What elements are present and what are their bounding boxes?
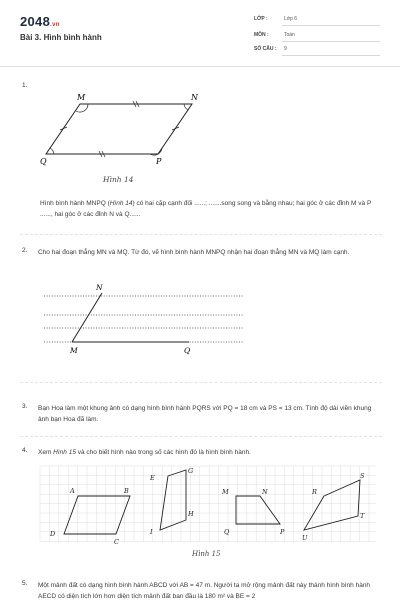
label-m: M <box>222 488 229 496</box>
angle-arc-q <box>50 148 54 154</box>
question-1-number: 1. <box>22 82 28 89</box>
label-t: T <box>360 512 365 520</box>
label-c: C <box>114 538 119 546</box>
meta-subject-label: MÔN : <box>254 32 269 38</box>
shape-mnpq <box>236 496 280 524</box>
site-logo[interactable] <box>20 14 60 29</box>
question-1-text-a: Hình bình hành MNPQ ( <box>40 200 110 207</box>
worksheet-header <box>0 0 400 68</box>
question-4-figure-ref: Hình 15 <box>53 449 76 456</box>
label-i: I <box>150 528 153 536</box>
figure-15-grid <box>40 466 376 562</box>
question-separator <box>20 234 382 235</box>
label-p: P <box>280 528 285 536</box>
meta-class-underline <box>282 25 380 26</box>
figure-q2-segments <box>44 280 244 360</box>
label-s: S <box>360 472 365 480</box>
point-n-label: N <box>96 283 103 292</box>
meta-class-label: LỚP : <box>254 16 268 22</box>
question-2-text: Cho hai đoạn thẳng MN và MQ. Từ đó, vẽ hình bình hành MNPQ nhận hai đoạn thẳng MN và MQ làm cạnh. <box>38 249 350 256</box>
question-1-text-b: ) có hai cặp cạnh đối ......; .......song song và bằng nhau; hai góc ở các đỉnh M và P ......, hai góc ở các đỉnh N và Q...... <box>40 200 372 218</box>
question-separator <box>20 436 382 437</box>
square-grid <box>40 466 376 542</box>
label-n: N <box>262 488 268 496</box>
vertex-q-label: Q <box>40 157 47 166</box>
meta-count-row <box>254 44 380 56</box>
label-h: H <box>188 510 194 518</box>
point-q-label: Q <box>184 346 191 355</box>
shape-abcd <box>64 496 130 534</box>
parallelogram-mnpq <box>46 104 192 154</box>
label-r: R <box>312 488 317 496</box>
segment-mn <box>72 293 102 342</box>
meta-class-value: Lớp 6 <box>284 16 298 22</box>
question-5-text: Một mảnh đất có dạng hình bình hành ABCD với AB = 47 m. Người ta mở rộng mảnh đất này thành hình bình hành AECD có diện tích lớn hơn diện tích mảnh đất ban đầu là 180 m² và BE = 2 <box>38 582 371 600</box>
label-u: U <box>302 534 308 542</box>
label-q: Q <box>224 528 230 536</box>
label-e: E <box>150 474 155 482</box>
point-m-label: M <box>70 346 78 355</box>
figure-14-caption: Hình 14 <box>103 175 134 184</box>
shape-eghi <box>160 470 186 530</box>
meta-class-row <box>254 14 380 26</box>
question-3-text: Bạn Hoa làm một khung ảnh có dạng hình bình hành PQRS với PQ = 18 cm và PS = 13 cm. Tính độ dài viền khung ảnh bạn Hoa đã làm. <box>38 405 372 423</box>
label-b: B <box>124 487 129 495</box>
logo-text: 2048 <box>20 14 51 29</box>
meta-subject-row <box>254 30 380 42</box>
question-4-text-b: và cho biết hình nào trong số các hình đó là hình bình hành. <box>75 449 251 456</box>
figure-14-parallelogram <box>30 88 220 188</box>
vertex-n-label: N <box>191 93 198 102</box>
angle-arc-n <box>184 104 188 110</box>
question-separator <box>20 382 382 383</box>
figure-15-caption: Hình 15 <box>192 550 221 558</box>
vertex-p-label: P <box>156 157 162 166</box>
question-4-text-a: Xem <box>38 449 54 456</box>
lesson-title: Bài 3. Hình bình hành <box>20 33 102 42</box>
question-1-text <box>40 198 385 220</box>
logo-tld: .vn <box>50 22 60 28</box>
header-divider <box>0 66 400 67</box>
question-2-number: 2. <box>22 247 28 254</box>
vertex-m-label: M <box>77 93 86 102</box>
meta-count-label: SỐ CÂU : <box>254 46 277 52</box>
meta-count-underline <box>282 55 380 56</box>
meta-count-value: 9 <box>284 46 287 52</box>
label-d: D <box>50 530 56 538</box>
meta-subject-underline <box>282 41 380 42</box>
question-4-number: 4. <box>22 447 28 454</box>
question-4-text <box>38 447 383 458</box>
meta-subject-value: Toán <box>284 32 295 38</box>
label-g: G <box>188 467 194 475</box>
label-a: A <box>70 487 75 495</box>
question-1-figure-ref: Hình 14 <box>109 200 133 207</box>
question-5-number: 5. <box>22 580 28 587</box>
question-3-number: 3. <box>22 403 28 410</box>
